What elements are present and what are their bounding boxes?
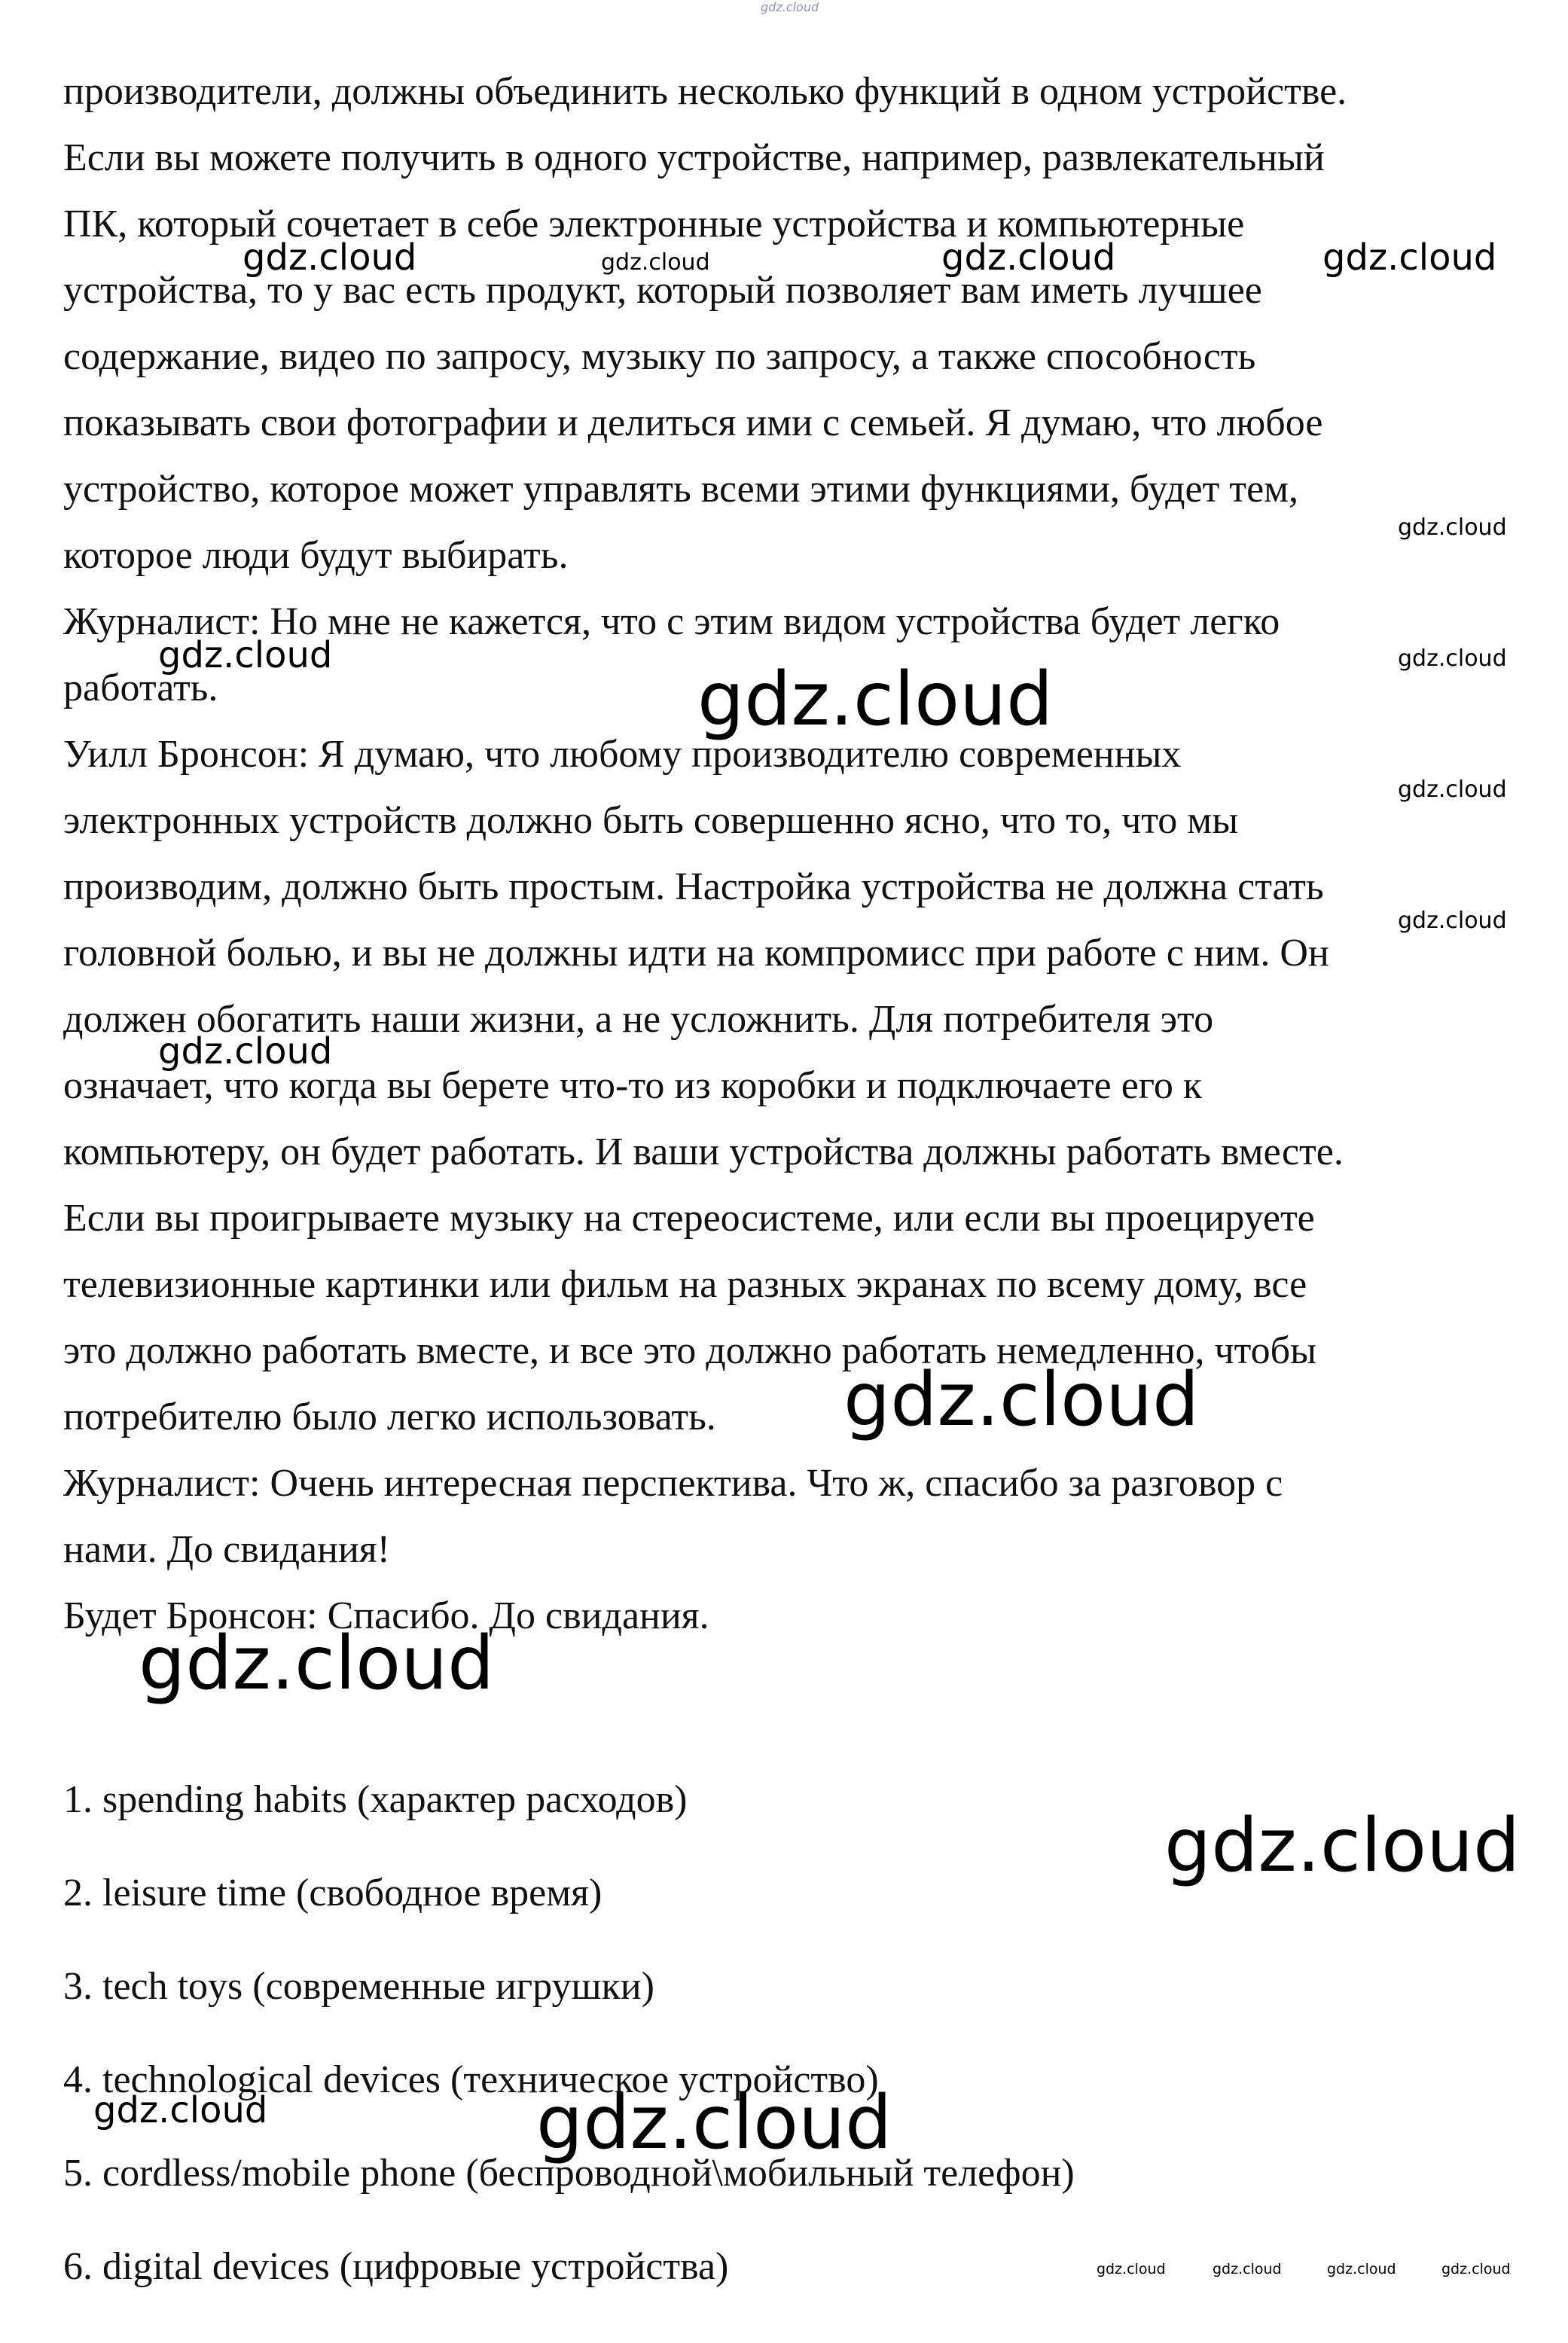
watermark: gdz.cloud [1398, 645, 1507, 672]
watermark: gdz.cloud [158, 1030, 333, 1072]
text-line: означает, что когда вы берете что-то из коробки и подключаете его к [63, 1064, 1203, 1107]
watermark: gdz.cloud [1441, 2261, 1511, 2277]
watermark: gdz.cloud [1398, 776, 1507, 803]
watermark: gdz.cloud [1398, 908, 1507, 934]
text-line: устройство, которое может управлять всеми этими функциями, будет тем, [63, 468, 1299, 511]
watermark: gdz.cloud [158, 634, 333, 676]
watermark: gdz.cloud [1398, 514, 1507, 541]
watermark-top: gdz.cloud [761, 0, 819, 14]
text-line: электронных устройств должно быть совершенно ясно, что то, что мы [63, 799, 1239, 842]
text-line: показывать свои фотографии и делиться ими с семьей. Я думаю, что любое [63, 401, 1323, 444]
text-line: ПК, который сочетает в себе электронные устройства и компьютерные [63, 203, 1245, 246]
vocab-item: 4. technological devices (техническое устройство) [63, 2058, 879, 2101]
watermark: gdz.cloud [139, 1621, 495, 1707]
text-line: компьютеру, он будет работать. И ваши устройства должны работать вместе. [63, 1130, 1344, 1173]
vocab-item: 3. tech toys (современные игрушки) [63, 1965, 654, 2008]
watermark: gdz.cloud [601, 249, 710, 276]
text-line: нами. До свидания! [63, 1528, 391, 1571]
watermark: gdz.cloud [1213, 2261, 1282, 2277]
text-line: это должно работать вместе, и все это должно работать немедленно, чтобы [63, 1329, 1317, 1372]
watermark: gdz.cloud [1097, 2261, 1166, 2277]
text-line: Журналист: Но мне не кажется, что с этим видом устройства будет легко [63, 600, 1280, 643]
text-line: потребителю было легко использовать. [63, 1396, 716, 1438]
text-line: должен обогатить наши жизни, а не усложнить. Для потребителя это [63, 998, 1214, 1041]
text-line: работать. [63, 667, 218, 709]
watermark: gdz.cloud [843, 1357, 1200, 1443]
text-line: устройства, то у вас есть продукт, который позволяет вам иметь лучшее [63, 269, 1262, 312]
text-line: Будет Бронсон: Спасибо. До свидания. [63, 1594, 709, 1637]
watermark: gdz.cloud [93, 2089, 268, 2131]
text-line: производим, должно быть простым. Настройка устройства не должна стать [63, 865, 1324, 908]
watermark: gdz.cloud [1327, 2261, 1396, 2277]
watermark: gdz.cloud [536, 2080, 892, 2166]
watermark: gdz.cloud [243, 236, 417, 279]
text-line: Журналист: Очень интересная перспектива. Что ж, спасибо за разговор с [63, 1462, 1283, 1505]
text-line: Если вы проигрываете музыку на стереосистеме, или если вы проецируете [63, 1197, 1315, 1240]
watermark: gdz.cloud [697, 657, 1054, 743]
text-line: Если вы можете получить в одного устройстве, например, развлекательный [63, 136, 1325, 179]
vocab-item: 6. digital devices (цифровые устройства) [63, 2245, 729, 2288]
watermark: gdz.cloud [1164, 1803, 1521, 1889]
text-line: Уилл Бронсон: Я думаю, что любому производителю современных [63, 733, 1182, 776]
text-line: головной болью, и вы не должны идти на компромисс при работе с ним. Он [63, 932, 1329, 975]
watermark: gdz.cloud [941, 236, 1116, 279]
vocab-item: 5. cordless/mobile phone (беспроводной\мобильный телефон) [63, 2152, 1075, 2195]
vocab-item: 1. spending habits (характер расходов) [63, 1778, 688, 1821]
vocab-item: 2. leisure time (свободное время) [63, 1872, 602, 1914]
text-line: производители, должны объединить несколько функций в одном устройстве. [63, 70, 1347, 113]
watermark: gdz.cloud [1322, 236, 1497, 279]
text-line: содержание, видео по запросу, музыку по запросу, а также способность [63, 335, 1256, 378]
text-line: которое люди будут выбирать. [63, 534, 569, 577]
text-line: телевизионные картинки или фильм на разных экранах по всему дому, все [63, 1263, 1307, 1306]
